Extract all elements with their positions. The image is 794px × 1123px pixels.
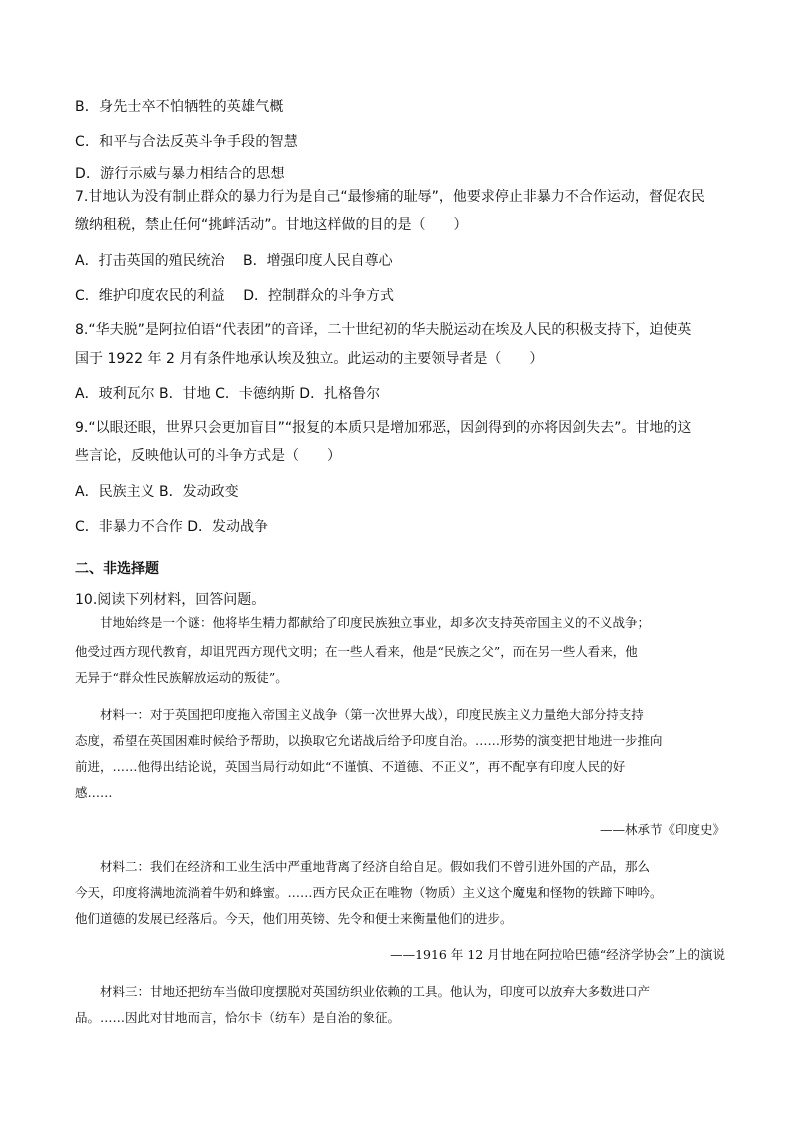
q6-option-c: C．和平与合法反英斗争手段的智慧 (75, 134, 298, 150)
q7-options-line-2: C．维护印度农民的利益 D．控制群众的斗争方式 (75, 288, 395, 304)
q6-option-d: D．游行示威与暴力相结合的思想 (75, 166, 285, 182)
q10-stem: 10.阅读下列材料，回答问题。 (75, 592, 266, 608)
material-1-line-3: 前进，……他得出结论说，英国当局行动如此“不谨慎、不道德、不正义”，再不配享有印度人民的好 (75, 759, 626, 774)
q9-options-line-1: A．民族主义 B．发动政变 (75, 484, 239, 500)
q9-stem-line-1: 9.“以眼还眼，世界只会更加盲目”“报复的本质只是增加邪恶，因剑得到的亦将因剑失去”。甘地的这 (75, 420, 692, 436)
q9-stem-line-2: 些言论，反映他认可的斗争方式是（ ） (75, 448, 341, 464)
q8-options-line-1: A．玻利瓦尔 B．甘地 C．卡德纳斯 D．扎格鲁尔 (75, 386, 381, 402)
material-2-line-3: 他们道德的发展已经落后。今天，他们用英镑、先令和便士来衡量他们的进步。 (75, 911, 513, 926)
material-2-line-1: 材料二：我们在经济和工业生活中严重地背离了经济自给自足。假如我们不曾引进外国的产品，那么 (75, 859, 651, 874)
section-title-non-choice: 二、非选择题 (75, 561, 159, 577)
q9-options-line-2: C．非暴力不合作 D．发动战争 (75, 519, 269, 535)
q10-intro-line-3: 无异于“群众性民族解放运动的叛徒”。 (75, 670, 288, 685)
material-1-source: ——林承节《印度史》 (599, 822, 725, 837)
material-2-source: ——1916 年 12 月甘地在阿拉哈巴德“经济学协会”上的演说 (390, 947, 725, 962)
q7-stem-line-1: 7.甘地认为没有制止群众的暴力行为是自己“最惨痛的耻辱”，他要求停止非暴力不合作运动，督促农民 (75, 189, 705, 205)
material-3-line-1: 材料三：甘地还把纺车当做印度摆脱对英国纺织业依赖的工具。他认为，印度可以放弃大多数进口产 (75, 984, 651, 999)
q6-option-b: B．身先士卒不怕牺牲的英雄气概 (75, 99, 284, 115)
q8-stem-line-1: 8.“华夫脱”是阿拉伯语“代表团”的音译，二十世纪初的华夫脱运动在埃及人民的积极支持下，迫使英 (75, 322, 692, 338)
q10-intro-line-2: 他受过西方现代教育，却诅咒西方现代文明；在一些人看来，他是“民族之父”，而在另一些人看来，他 (75, 644, 638, 659)
q7-stem-line-2: 缴纳租税，禁止任何“挑衅活动”。甘地这样做的目的是（ ） (75, 217, 468, 233)
q10-intro-line-1: 甘地始终是一个谜：他将毕生精力都献给了印度民族独立事业，却多次支持英帝国主义的不义战争； (75, 615, 651, 630)
material-2-line-2: 今天，印度将满地流淌着牛奶和蜂蜜。……西方民众正在唯物（物质）主义这个魔鬼和怪物的铁蹄下呻吟。 (75, 885, 663, 900)
q7-options-line-1: A．打击英国的殖民统治 B．增强印度人民自尊心 (75, 253, 393, 269)
material-1-line-4: 感…… (75, 785, 113, 800)
material-1-line-1: 材料一：对于英国把印度拖入帝国主义战争（第一次世界大战），印度民族主义力量绝大部分持支持 (75, 707, 644, 722)
q8-stem-line-2: 国于 1922 年 2 月有条件地承认埃及独立。此运动的主要领导者是（ ） (75, 351, 544, 367)
material-3-line-2: 品。……因此对甘地而言，恰尔卡（纺车）是自治的象征。 (75, 1010, 401, 1025)
material-1-line-2: 态度，希望在英国困难时候给予帮助，以换取它允诺战后给予印度自治。……形势的演变把甘地进一步推向 (75, 733, 663, 748)
